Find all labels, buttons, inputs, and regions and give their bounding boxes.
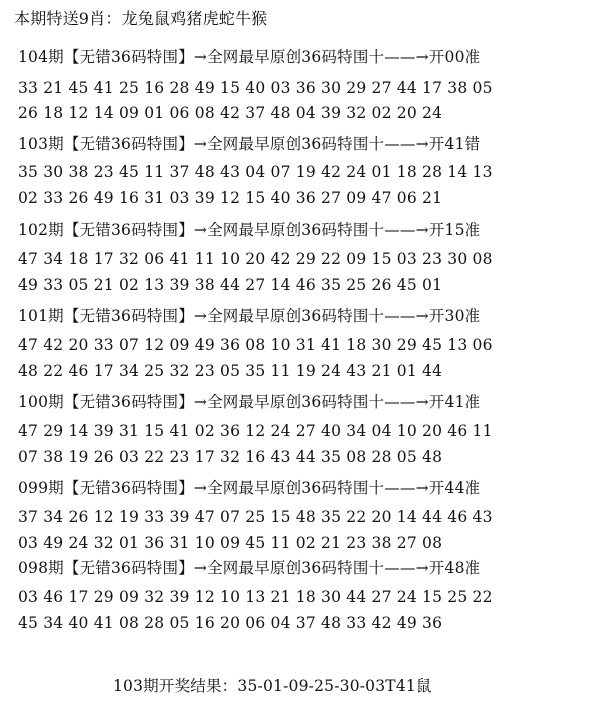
number-row: 47 42 20 33 07 12 09 49 36 08 10 31 41 18 30 29 45 13 06 [18, 336, 493, 354]
period-title: 104期【无错36码特围】→全网最早原创36码特围十——→开00准 [18, 48, 481, 66]
number-row: 26 18 12 14 09 01 06 08 42 37 48 04 39 32 02 20 24 [18, 104, 443, 122]
period-title: 100期【无错36码特围】→全网最早原创36码特围十——→开41准 [18, 393, 481, 411]
number-row: 48 22 46 17 34 25 32 23 05 35 11 19 24 43 21 01 44 [18, 362, 443, 380]
number-row: 07 38 19 26 03 22 23 17 32 16 43 44 35 08 28 05 48 [18, 448, 443, 466]
number-row: 03 46 17 29 09 32 39 12 10 13 21 18 30 44 27 24 15 25 22 [18, 588, 493, 606]
period-title: 101期【无错36码特围】→全网最早原创36码特围十——→开30准 [18, 307, 481, 325]
period-title: 102期【无错36码特围】→全网最早原创36码特围十——→开15准 [18, 221, 481, 239]
number-row: 35 30 38 23 45 11 37 48 43 04 07 19 42 24 01 18 28 14 13 [18, 163, 493, 181]
number-row: 37 34 26 12 19 33 39 47 07 25 15 48 35 22 20 14 44 46 43 [18, 508, 493, 526]
draw-result: 103期开奖结果：35-01-09-25-30-03T41鼠 [113, 677, 432, 695]
number-row: 49 33 05 21 02 13 39 38 44 27 14 46 35 25 26 45 01 [18, 276, 443, 294]
period-title: 098期【无错36码特围】→全网最早原创36码特围十——→开48准 [18, 559, 481, 577]
number-row: 33 21 45 41 25 16 28 49 15 40 03 36 30 29 27 44 17 38 05 [18, 79, 493, 97]
number-row: 47 34 18 17 32 06 41 11 10 20 42 29 22 09 15 03 23 30 08 [18, 250, 493, 268]
period-title: 103期【无错36码特围】→全网最早原创36码特围十——→开41错 [18, 135, 481, 153]
page-title: 本期特送9肖：龙兔鼠鸡猪虎蛇牛猴 [14, 9, 268, 28]
number-row: 45 34 40 41 08 28 05 16 20 06 04 37 48 33 42 49 36 [18, 614, 443, 632]
number-row: 02 33 26 49 16 31 03 39 12 15 40 36 27 09 47 06 21 [18, 189, 443, 207]
number-row: 47 29 14 39 31 15 41 02 36 12 24 27 40 34 04 10 20 46 11 [18, 422, 493, 440]
period-title: 099期【无错36码特围】→全网最早原创36码特围十——→开44准 [18, 479, 481, 497]
number-row: 03 49 24 32 01 36 31 10 09 45 11 02 21 23 38 27 08 [18, 534, 443, 552]
